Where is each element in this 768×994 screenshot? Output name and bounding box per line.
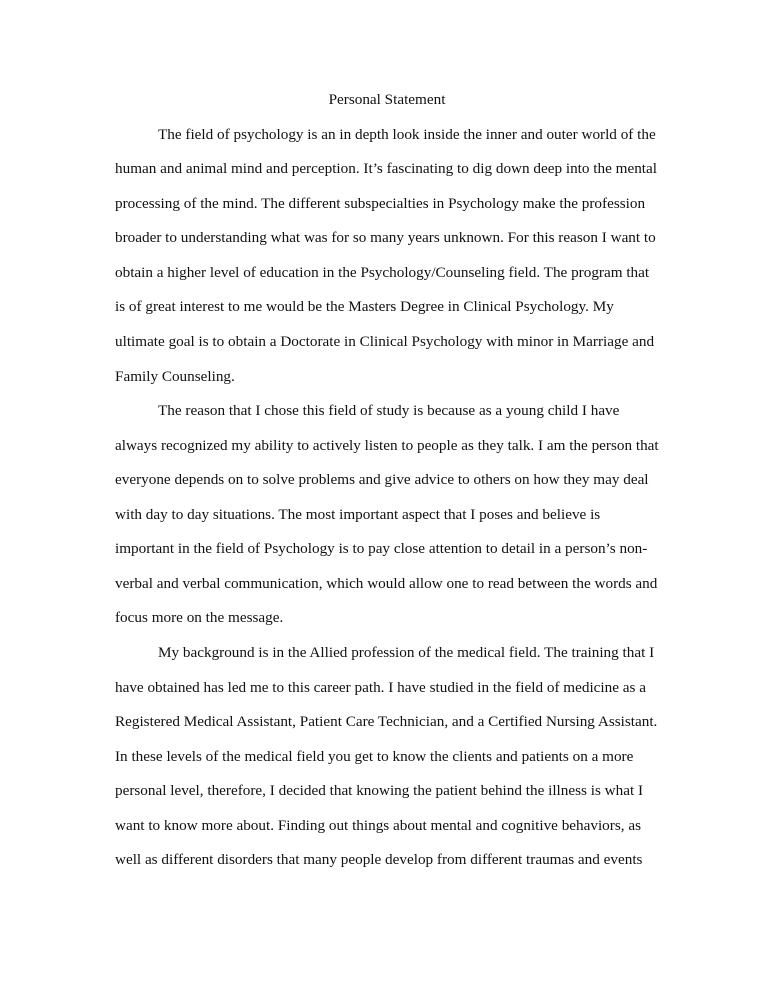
text-line: Family Counseling. [115,367,235,385]
text-line: ultimate goal is to obtain a Doctorate in Clinical Psychology with minor in Marriage and [115,332,655,350]
document-title: Personal Statement [328,91,446,108]
text-line: have obtained has led me to this career path. I have studied in the field of medicine as a [115,678,646,696]
document-body [0,118,768,878]
text-line: processing of the mind. The different subspecialties in Psychology make the profession [115,194,646,212]
text-line: want to know more about. Finding out things about mental and cognitive behaviors, as [115,816,641,834]
text-line: well as different disorders that many people develop from different traumas and events [115,851,643,869]
paragraph [0,118,768,395]
paragraph [0,394,768,636]
text-line: important in the field of Psychology is to pay close attention to detail in a person’s non- [115,540,648,558]
text-line: obtain a higher level of education in the Psychology/Counseling field. The program that [115,263,650,281]
paragraph [0,636,768,878]
document-page [0,83,768,878]
text-line: In these levels of the medical field you get to know the clients and patients on a more [115,747,634,765]
text-line: My background is in the Allied profession of the medical field. The training that I [158,644,655,661]
text-line: human and animal mind and perception. It’s fascinating to dig down deep into the mental [115,160,657,178]
text-line: everyone depends on to solve problems and give advice to others on how they may deal [115,471,649,489]
text-line: with day to day situations. The most important aspect that I poses and believe is [115,505,601,523]
text-line: is of great interest to me would be the Masters Degree in Clinical Psychology. My [115,298,614,316]
text-line: focus more on the message. [115,609,284,627]
text-line: always recognized my ability to actively listen to people as they talk. I am the person that [115,436,659,454]
text-line: personal level, therefore, I decided that knowing the patient behind the illness is what I [115,782,644,800]
text-line: broader to understanding what was for so many years unknown. For this reason I want to [115,229,656,247]
text-line: verbal and verbal communication, which would allow one to read between the words and [115,574,658,592]
text-line: The reason that I chose this field of study is because as a young child I have [158,402,620,420]
text-line: Registered Medical Assistant, Patient Care Technician, and a Certified Nursing Assistant. [115,713,658,731]
text-line: The field of psychology is an in depth look inside the inner and outer world of the [158,125,656,143]
